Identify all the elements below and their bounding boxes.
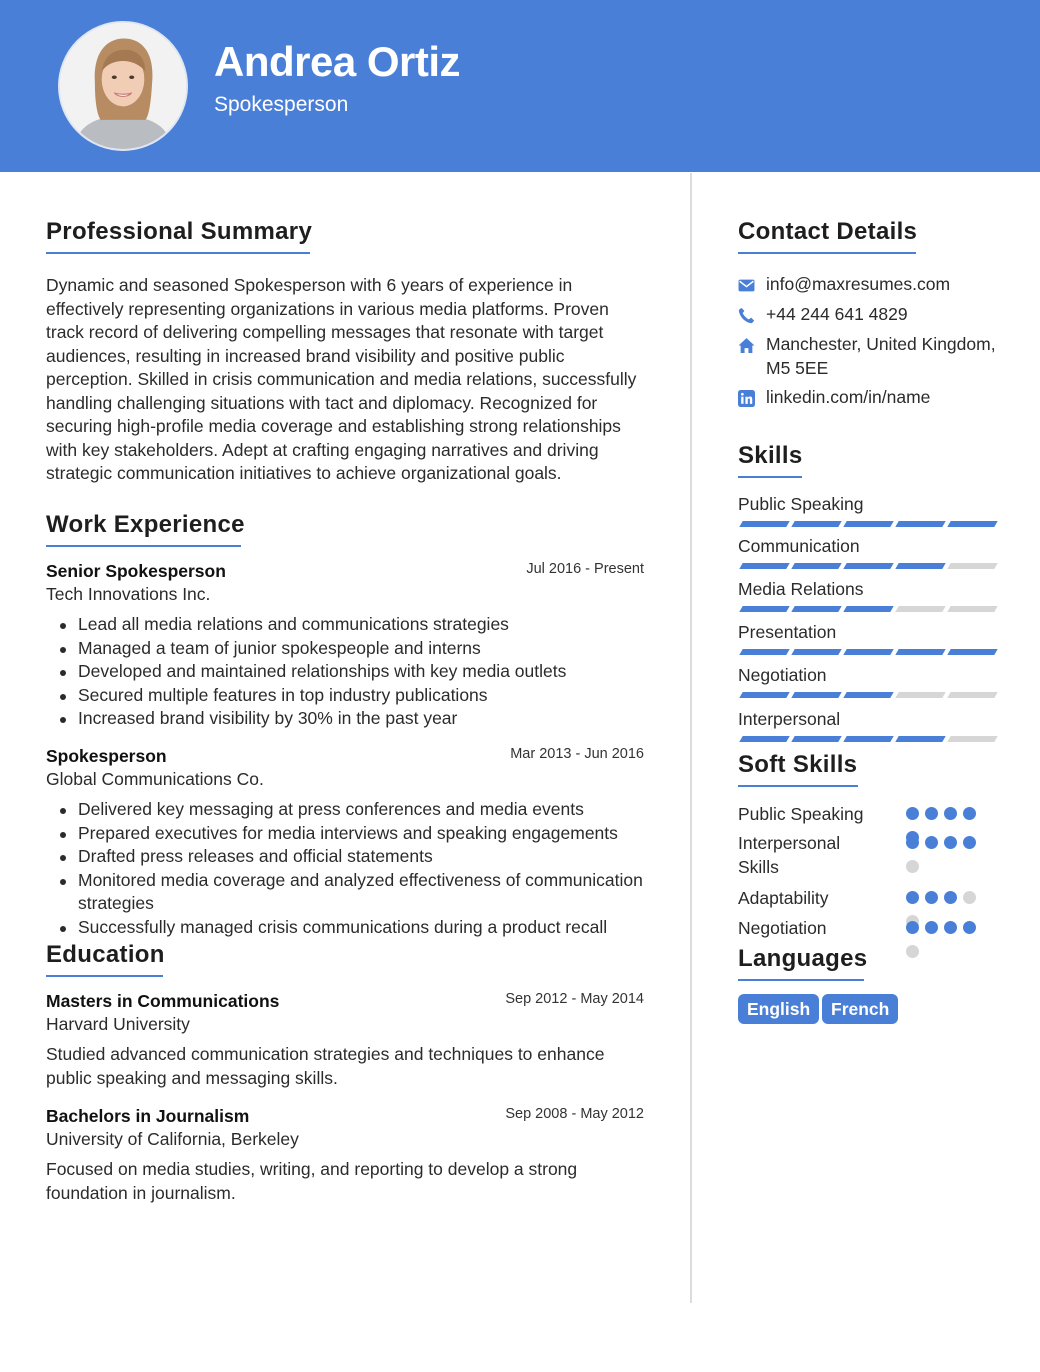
job-bullet: Monitored media coverage and analyzed effectiveness of communication strategies: [46, 869, 644, 916]
skill-level-segment: [843, 692, 893, 698]
skill-level-segment: [791, 563, 841, 569]
skill-level-segment: [739, 736, 789, 742]
education-description: Studied advanced communication strategies and techniques to enhance public speaking and messaging skills.: [46, 1044, 605, 1088]
degree-title: Masters in Communications: [46, 991, 280, 1011]
contact-phone: [738, 303, 998, 327]
rating-dot: [906, 921, 919, 934]
address-text: Manchester, United Kingdom, M5 5EE: [766, 334, 996, 378]
skill-level-segment: [947, 692, 997, 698]
job-bullet: Developed and maintained relationships with key media outlets: [46, 660, 644, 684]
skill-row: [738, 709, 998, 730]
section-title-soft-skills: Soft Skills: [738, 751, 858, 787]
skill-row: [738, 579, 998, 600]
rating-dot: [906, 836, 919, 849]
rating-dot: [925, 807, 938, 820]
skill-level-segment: [895, 736, 945, 742]
job-bullet: Successfully managed crisis communications during a product recall: [46, 916, 644, 940]
skill-level-segment: [895, 649, 945, 655]
summary-text: Dynamic and seasoned Spokesperson with 6 years of experience in effectively representing organizations in various media platforms. Proven track record of delivering compelling messages that resonate with target audiences, resulting in increased brand visibility and positive public perception. Skilled in crisis communication and media relations, successfully handling challenging situations with tact and diplomacy. Recognized for securing high-profile media coverage and establishing strong relationships with key stakeholders. Adept at crafting engaging narratives and driving strategic communication initiatives to achieve organizational goals.: [46, 275, 637, 483]
skill-level-segment: [895, 521, 945, 527]
skill-level-segment: [739, 606, 789, 612]
job-bullet: Drafted press releases and official statements: [46, 845, 644, 869]
skill-level-segment: [791, 692, 841, 698]
phone-text[interactable]: +44 244 641 4829: [766, 304, 908, 324]
skill-name: Presentation: [738, 622, 837, 642]
rating-dot: [944, 836, 957, 849]
job-entry: [46, 746, 644, 939]
section-title-languages: Languages: [738, 945, 864, 981]
skill-level-segment: [895, 692, 945, 698]
skill-level-bar: [738, 521, 994, 528]
skill-level-segment: [947, 606, 997, 612]
rating-dot: [906, 807, 919, 820]
skill-level-bar: [738, 606, 994, 613]
soft-skill-name: Interpersonal Skills: [738, 833, 841, 877]
skill-level-segment: [947, 649, 997, 655]
language-badge: English: [738, 994, 819, 1024]
school-name: University of California, Berkeley: [46, 1129, 299, 1149]
skill-row: [738, 536, 998, 557]
job-bullet: Secured multiple features in top industry publications: [46, 684, 644, 708]
job-bullet: Prepared executives for media interviews and speaking engagements: [46, 822, 644, 846]
skill-name: Interpersonal: [738, 709, 841, 729]
skill-level-segment: [843, 649, 893, 655]
contact-address: [738, 333, 998, 381]
rating-dot: [925, 921, 938, 934]
column-divider: [690, 173, 692, 1303]
job-title: Senior Spokesperson: [46, 561, 226, 581]
email-text[interactable]: info@maxresumes.com: [766, 274, 951, 294]
section-title-summary: Professional Summary: [46, 218, 310, 254]
candidate-role: Spokesperson: [214, 93, 349, 116]
rating-dot: [906, 891, 919, 904]
skill-row: [738, 665, 998, 686]
home-icon: [738, 337, 755, 354]
job-date: Jul 2016 - Present: [526, 561, 644, 577]
skill-level-segment: [843, 606, 893, 612]
section-title-contact: Contact Details: [738, 218, 916, 254]
education-description: Focused on media studies, writing, and reporting to develop a strong foundation in journalism.: [46, 1159, 578, 1203]
rating-dot: [925, 836, 938, 849]
skill-level-segment: [947, 736, 997, 742]
skill-name: Negotiation: [738, 665, 827, 685]
language-badge: French: [822, 994, 898, 1024]
job-date: Mar 2013 - Jun 2016: [510, 746, 644, 762]
job-bullets: [46, 613, 644, 731]
soft-skill-name: Adaptability: [738, 888, 829, 908]
skill-level-segment: [947, 521, 997, 527]
skill-level-segment: [739, 521, 789, 527]
job-company: Global Communications Co.: [46, 769, 264, 789]
school-name: Harvard University: [46, 1014, 190, 1034]
contact-email: [738, 273, 998, 297]
rating-dot: [944, 807, 957, 820]
skill-level-segment: [895, 606, 945, 612]
portrait-image: [60, 23, 186, 149]
education-entry: [46, 991, 644, 1090]
section-title-education: Education: [46, 941, 163, 977]
skill-name: Communication: [738, 536, 860, 556]
skill-row: [738, 494, 998, 515]
job-entry: [46, 561, 644, 731]
skill-level-bar: [738, 736, 994, 743]
education-entry: [46, 1106, 644, 1205]
rating-dot: [906, 945, 919, 958]
linkedin-icon: [738, 390, 755, 407]
profile-photo: [58, 21, 188, 151]
skill-level-bar: [738, 563, 994, 570]
skill-level-segment: [791, 606, 841, 612]
envelope-icon: [738, 277, 755, 294]
skill-level-segment: [739, 563, 789, 569]
degree-title: Bachelors in Journalism: [46, 1106, 250, 1126]
header-banner: [0, 0, 1040, 172]
skill-row: [738, 622, 998, 643]
education-date: Sep 2008 - May 2012: [505, 1106, 644, 1122]
phone-icon: [738, 307, 755, 324]
skill-level-segment: [947, 563, 997, 569]
skill-level-segment: [791, 649, 841, 655]
rating-dot: [925, 891, 938, 904]
contact-linkedin: [738, 386, 998, 410]
section-title-experience: Work Experience: [46, 511, 241, 547]
rating-dot: [963, 836, 976, 849]
soft-skill-name: Negotiation: [738, 918, 827, 938]
job-bullet: Delivered key messaging at press conferences and media events: [46, 798, 644, 822]
section-title-skills: Skills: [738, 442, 802, 478]
skill-name: Media Relations: [738, 579, 864, 599]
job-bullets: [46, 798, 644, 939]
skill-level-bar: [738, 649, 994, 656]
skill-level-segment: [739, 692, 789, 698]
job-bullet: Managed a team of junior spokespeople and interns: [46, 637, 644, 661]
skill-name: Public Speaking: [738, 494, 864, 514]
candidate-name: Andrea Ortiz: [214, 38, 461, 85]
skill-level-segment: [895, 563, 945, 569]
soft-skill-name: Public Speaking: [738, 804, 864, 824]
skill-level-segment: [843, 563, 893, 569]
linkedin-text[interactable]: linkedin.com/in/name: [766, 387, 931, 407]
rating-dot: [906, 860, 919, 873]
job-title: Spokesperson: [46, 746, 167, 766]
rating-dot: [963, 891, 976, 904]
rating-dot: [963, 807, 976, 820]
job-bullet: Lead all media relations and communications strategies: [46, 613, 644, 637]
rating-dot: [944, 891, 957, 904]
skill-level-bar: [738, 692, 994, 699]
job-company: Tech Innovations Inc.: [46, 584, 211, 604]
rating-dot: [944, 921, 957, 934]
rating-dot: [963, 921, 976, 934]
skill-level-segment: [843, 736, 893, 742]
skill-level-segment: [791, 521, 841, 527]
job-bullet: Increased brand visibility by 30% in the past year: [46, 707, 644, 731]
skill-level-segment: [739, 649, 789, 655]
skill-level-segment: [843, 521, 893, 527]
education-date: Sep 2012 - May 2014: [505, 991, 644, 1007]
skill-level-segment: [791, 736, 841, 742]
